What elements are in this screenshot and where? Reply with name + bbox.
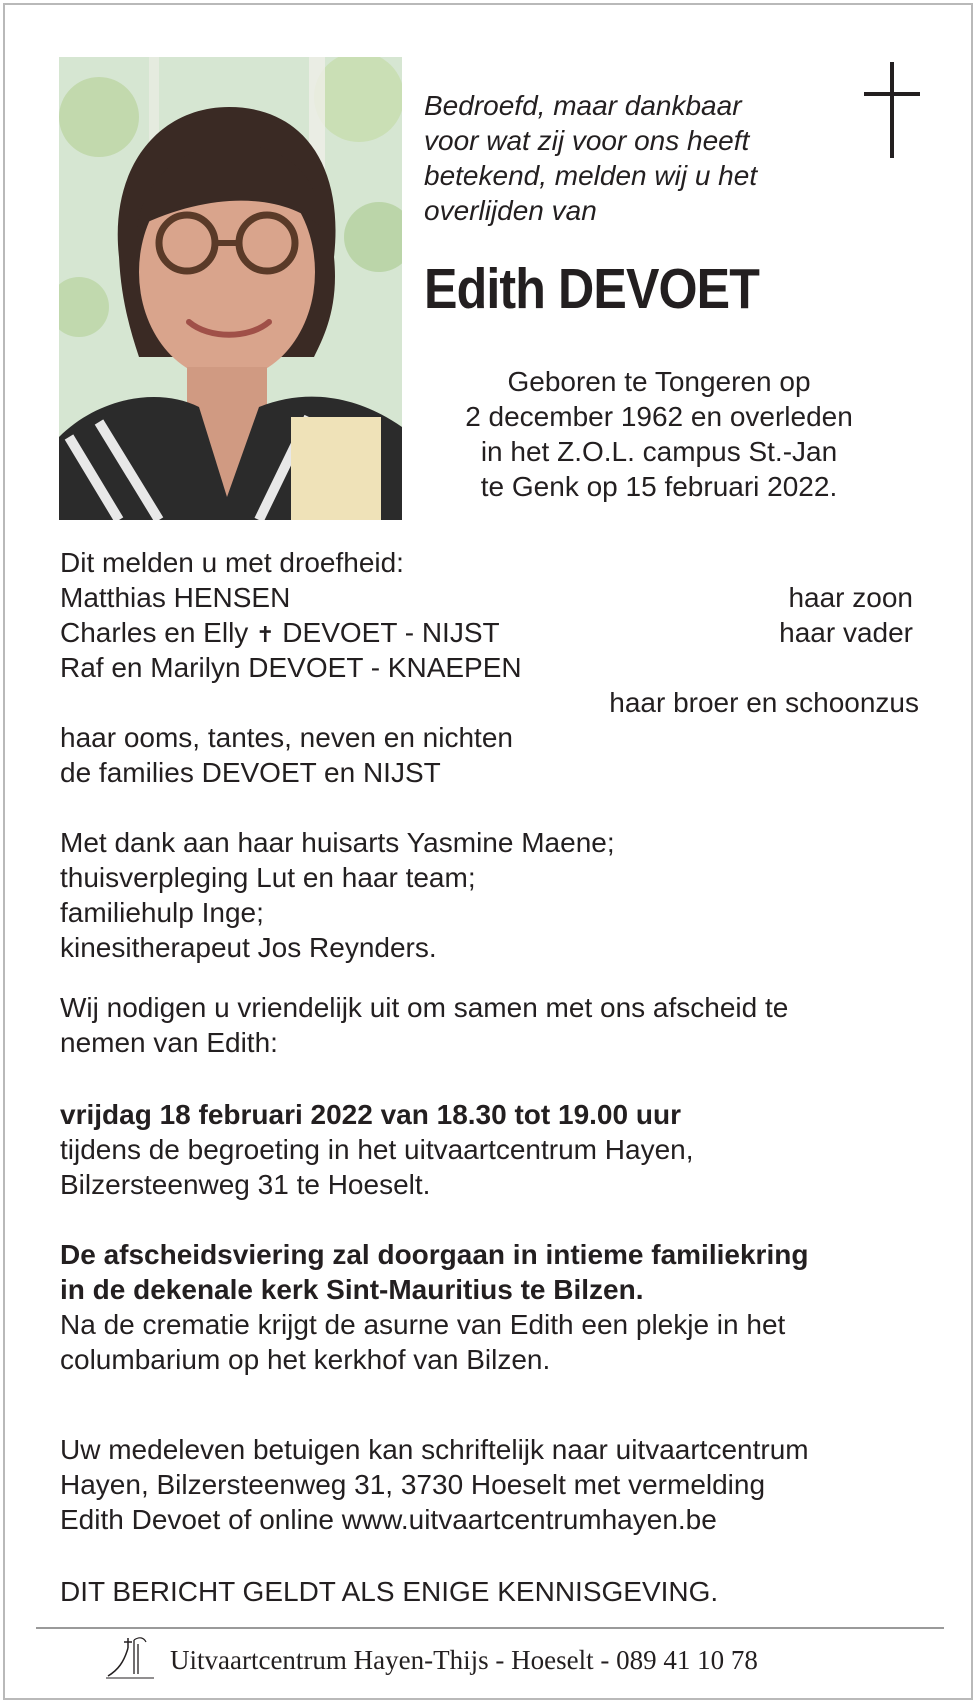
intro-text bbox=[424, 88, 824, 228]
family-heading: Dit melden u met droefheid: bbox=[60, 547, 404, 578]
son-name: Matthias HENSEN bbox=[60, 582, 291, 613]
portrait-illustration bbox=[59, 57, 402, 520]
intro-line: overlijden van bbox=[424, 195, 597, 226]
birth-death-line: in het Z.O.L. campus St.-Jan bbox=[480, 436, 838, 467]
visitation-datetime: vrijdag 18 februari 2022 van 18.30 tot 19.00 uur bbox=[60, 1099, 681, 1130]
father-name-last: DEVOET - NIJST bbox=[274, 617, 500, 648]
visitation-address: Bilzersteenweg 31 te Hoeselt. bbox=[60, 1169, 431, 1200]
cremation-line: columbarium op het kerkhof van Bilzen. bbox=[60, 1344, 551, 1375]
birth-death-line: 2 december 1962 en overleden bbox=[465, 401, 853, 432]
thanks-line: Met dank aan haar huisarts Yasmine Maene; bbox=[60, 827, 615, 858]
funeral-home-logo-icon bbox=[104, 1634, 156, 1680]
thanks-line: kinesitherapeut Jos Reynders. bbox=[60, 932, 437, 963]
portrait-photo bbox=[59, 57, 402, 520]
invite-line: Wij nodigen u vriendelijk uit om samen met ons afscheid te bbox=[60, 992, 789, 1023]
deceased-name: Edith DEVOET bbox=[424, 257, 760, 321]
father-name-first: Charles en Elly bbox=[60, 617, 257, 648]
son-relation: haar zoon bbox=[788, 582, 913, 613]
ceremony-line: De afscheidsviering zal doorgaan in intieme familiekring bbox=[60, 1239, 809, 1270]
cross-icon bbox=[864, 62, 920, 158]
condolence-line: Uw medeleven betuigen kan schriftelijk naar uitvaartcentrum bbox=[60, 1434, 809, 1465]
visitation-location: tijdens de begroeting in het uitvaartcentrum Hayen, bbox=[60, 1134, 694, 1165]
sole-notice: DIT BERICHT GELDT ALS ENIGE KENNISGEVING. bbox=[60, 1576, 719, 1607]
cremation-line: Na de crematie krijgt de asurne van Edith een plekje in het bbox=[60, 1309, 786, 1340]
deceased-cross-icon: ✝ bbox=[256, 622, 275, 647]
birth-death-details bbox=[424, 364, 894, 504]
birth-death-line: te Genk op 15 februari 2022. bbox=[480, 471, 838, 502]
footer-divider bbox=[36, 1627, 944, 1629]
invite-line: nemen van Edith: bbox=[60, 1027, 278, 1058]
thanks-line: thuisverpleging Lut en haar team; bbox=[60, 862, 476, 893]
father-name bbox=[60, 615, 500, 652]
ceremony-line: in de dekenale kerk Sint-Mauritius te Bilzen. bbox=[60, 1274, 644, 1305]
condolence-line: Hayen, Bilzersteenweg 31, 3730 Hoeselt met vermelding bbox=[60, 1469, 766, 1500]
condolence-line: Edith Devoet of online www.uitvaartcentrumhayen.be bbox=[60, 1504, 717, 1535]
brother-name: Raf en Marilyn DEVOET - KNAEPEN bbox=[60, 652, 522, 683]
funeral-home-contact: Uitvaartcentrum Hayen-Thijs - Hoeselt - 089 41 10 78 bbox=[170, 1645, 758, 1675]
birth-death-line: Geboren te Tongeren op bbox=[507, 366, 811, 397]
relatives-line: haar ooms, tantes, neven en nichten bbox=[60, 722, 513, 753]
intro-line: voor wat zij voor ons heeft bbox=[424, 125, 750, 156]
intro-line: Bedroefd, maar dankbaar bbox=[424, 90, 742, 121]
father-relation: haar vader bbox=[779, 617, 913, 648]
families-line: de families DEVOET en NIJST bbox=[60, 757, 441, 788]
intro-line: betekend, melden wij u het bbox=[424, 160, 758, 191]
thanks-line: familiehulp Inge; bbox=[60, 897, 264, 928]
brother-relation: haar broer en schoonzus bbox=[609, 687, 919, 718]
